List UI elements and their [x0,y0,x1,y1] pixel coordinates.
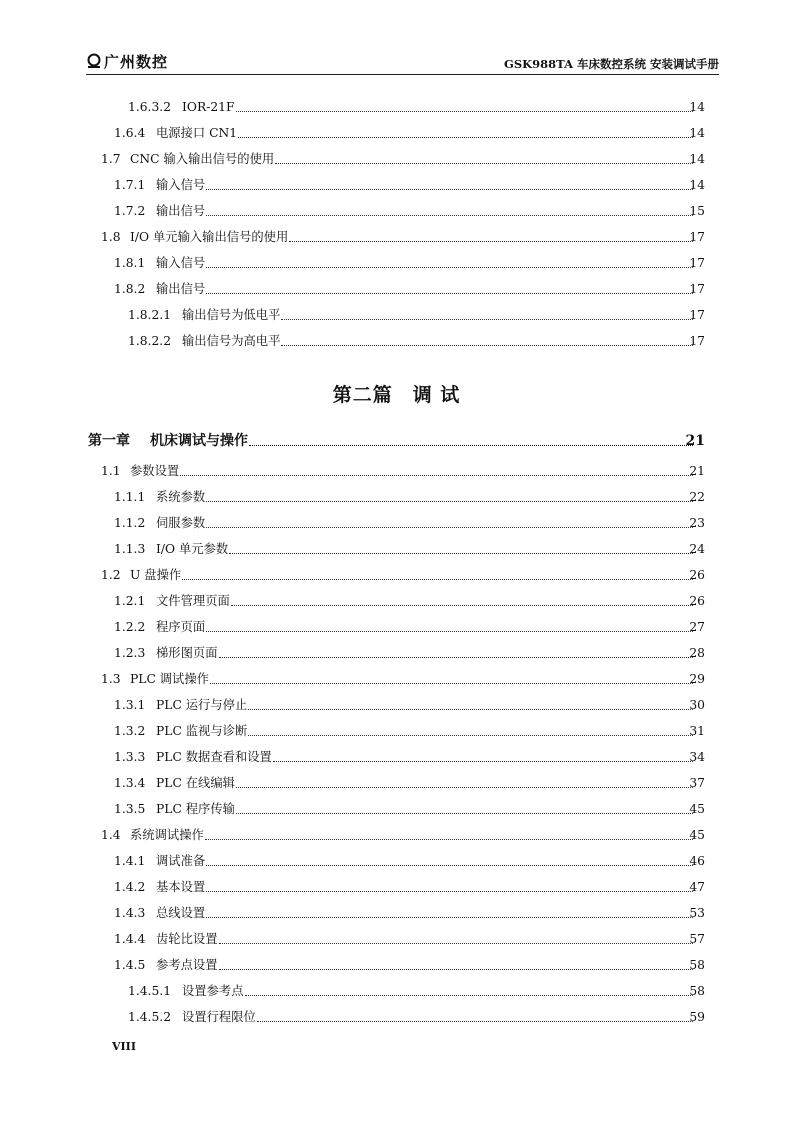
toc-entry-page: 58 [689,984,705,998]
toc-entry-title: 机床调试与操作 [150,433,248,449]
toc-entry-number: 1.4.5.1 [128,984,172,998]
toc-entry[interactable] [0,903,793,923]
toc-entry-number: 1.3.2 [114,724,146,738]
toc-entry-title: 输出信号为高电平 [182,334,281,348]
toc-leader-dots [236,799,693,819]
toc-entry-number: 1.1 [101,464,121,478]
toc-entry[interactable] [0,253,793,273]
toc-entry-number: 1.4.3 [114,906,146,920]
toc-entry-title: PLC 监视与诊断 [156,724,248,738]
toc-entry-title: 总线设置 [156,906,206,920]
toc-entry-number: 1.8.1 [114,256,146,270]
toc-entry-number: 1.1.3 [114,542,146,556]
toc-entry-title: IOR-21F [182,100,235,114]
toc-entry-number: 1.2.2 [114,620,146,634]
toc-leader-dots [257,1007,693,1027]
toc-entry-page: 26 [689,568,705,582]
toc-entry-page: 21 [689,464,705,478]
toc-entry-page: 45 [689,802,705,816]
toc-entry[interactable] [0,175,793,195]
toc-entry-page: 45 [689,828,705,842]
toc-entry-number: 1.6.3.2 [128,100,172,114]
toc-entry-number: 1.4.5.2 [128,1010,172,1024]
toc-entry-number: 1.6.4 [114,126,146,140]
toc-leader-dots [210,669,693,689]
toc-leader-dots [206,903,693,923]
toc-leader-dots [231,591,693,611]
toc-entry[interactable] [0,331,793,351]
toc-entry-page: 14 [689,126,705,140]
toc-entry-number: 1.7.1 [114,178,146,192]
toc-entry-page: 28 [689,646,705,660]
toc-entry[interactable] [0,487,793,507]
toc-entry-number: 1.3.1 [114,698,146,712]
toc-entry-page: 46 [689,854,705,868]
page-number: VIII [112,1040,136,1053]
toc-entry-page: 29 [689,672,705,686]
toc-entry-title: 齿轮比设置 [156,932,218,946]
toc-entry-title: 输出信号为低电平 [182,308,281,322]
toc-entry[interactable] [0,591,793,611]
toc-entry[interactable] [0,825,793,845]
toc-entry-title: 电源接口 CN1 [156,126,238,140]
toc-leader-dots [219,929,694,949]
toc-entry[interactable] [0,279,793,299]
toc-entry[interactable] [0,955,793,975]
toc-entry-title: 设置行程限位 [182,1010,256,1024]
toc-entry-title: PLC 调试操作 [130,672,209,686]
toc-entry-number: 1.3.3 [114,750,146,764]
toc-entry[interactable] [0,97,793,117]
toc-entry-title: 调试准备 [156,854,206,868]
toc-leader-dots [206,877,693,897]
toc-entry-page: 14 [689,152,705,166]
toc-entry-page: 57 [689,932,705,946]
toc-entry-title: PLC 在线编辑 [156,776,235,790]
toc-entry-title: 输入信号 [156,256,206,270]
toc-leader-dots [206,617,693,637]
toc-entry-number: 1.7.2 [114,204,146,218]
toc-entry[interactable] [0,1007,793,1027]
toc-entry-number: 1.8 [101,230,121,244]
toc-leader-dots [229,539,693,559]
toc-entry-title: 设置参考点 [182,984,244,998]
toc-entry-title: 输出信号 [156,204,206,218]
toc-leader-dots [289,227,693,247]
toc-entry[interactable] [0,305,793,325]
toc-entry[interactable] [0,617,793,637]
toc-entry-page: 14 [689,100,705,114]
manual-title: GSK988TA 车床数控系统 安装调试手册 [504,57,719,71]
toc-entry[interactable] [0,721,793,741]
toc-entry-title: 参数设置 [130,464,180,478]
toc-entry-page: 37 [689,776,705,790]
toc-entry-title: 系统调试操作 [130,828,204,842]
toc-entry[interactable] [0,877,793,897]
toc-entry-title: 基本设置 [156,880,206,894]
toc-entry-number: 1.2.3 [114,646,146,660]
toc-leader-dots [206,201,693,221]
toc-leader-dots [236,97,693,117]
toc-entry[interactable] [0,773,793,793]
toc-leader-dots [180,461,693,481]
toc-entry-title: 梯形图页面 [156,646,218,660]
toc-entry-title: I/O 单元参数 [156,542,229,556]
toc-entry-title: 参考点设置 [156,958,218,972]
toc-entry-page: 17 [689,334,705,348]
toc-entry-page: 27 [689,620,705,634]
toc-leader-dots [206,513,693,533]
toc-entry-page: 21 [685,433,705,449]
toc-entry-title: 伺服参数 [156,516,206,530]
toc-leader-dots [206,253,693,273]
toc-leader-dots [236,773,693,793]
toc-entry[interactable] [0,695,793,715]
toc-entry-number: 1.1.1 [114,490,146,504]
toc-entry-title: 输出信号 [156,282,206,296]
toc-entry-number: 1.4.2 [114,880,146,894]
toc-entry-page: 59 [689,1010,705,1024]
toc-entry-page: 58 [689,958,705,972]
toc-entry[interactable] [0,149,793,169]
toc-entry-page: 30 [689,698,705,712]
toc-entry[interactable] [0,929,793,949]
header-rule [86,74,719,75]
toc-entry-page: 31 [689,724,705,738]
toc-entry-number: 1.4.1 [114,854,146,868]
toc-entry[interactable] [0,643,793,663]
toc-entry-title: PLC 数据查看和设置 [156,750,272,764]
toc-entry-page: 26 [689,594,705,608]
toc-leader-dots [206,279,693,299]
toc-leader-dots [281,331,693,351]
toc-entry-title: 输入信号 [156,178,206,192]
toc-entry-number: 1.1.2 [114,516,146,530]
toc-entry-number: 1.2 [101,568,121,582]
toc-entry[interactable] [0,123,793,143]
gsk-logo [86,52,168,70]
logo-text: 广州数控 [104,52,169,71]
toc-entry-title: PLC 程序传输 [156,802,235,816]
toc-entry-page: 17 [689,256,705,270]
toc-entry[interactable] [0,799,793,819]
toc-leader-dots [219,643,694,663]
toc-entry-title: 系统参数 [156,490,206,504]
toc-entry-number: 1.4 [101,828,121,842]
toc-entry-title: U 盘操作 [130,568,182,582]
toc-leader-dots [273,747,693,767]
toc-leader-dots [206,487,693,507]
toc-leader-dots [206,175,693,195]
toc-entry[interactable] [0,201,793,221]
toc-entry-page: 15 [689,204,705,218]
toc-leader-dots [248,721,693,741]
toc-leader-dots [281,305,693,325]
toc-entry-page: 23 [689,516,705,530]
toc-entry-title: I/O 单元输入输出信号的使用 [130,230,289,244]
toc-entry-page: 17 [689,230,705,244]
toc-leader-dots [182,565,693,585]
toc-chapter-entry[interactable] [0,431,793,451]
toc-leader-dots [249,431,693,451]
toc-entry-page: 34 [689,750,705,764]
toc-entry-number: 1.4.5 [114,958,146,972]
toc-entry-page: 24 [689,542,705,556]
toc-entry-title: 文件管理页面 [156,594,230,608]
toc-leader-dots [219,955,694,975]
toc-entry-page: 22 [689,490,705,504]
toc-entry[interactable] [0,513,793,533]
toc-entry-title: PLC 运行与停止 [156,698,248,712]
toc-entry[interactable] [0,565,793,585]
toc-entry-number: 1.8.2.1 [128,308,172,322]
toc-leader-dots [245,981,694,1001]
toc-entry-number: 1.8.2 [114,282,146,296]
toc-entry-page: 17 [689,282,705,296]
toc-entry-page: 53 [689,906,705,920]
toc-entry-number: 1.3.4 [114,776,146,790]
gsk-emblem-icon [86,53,102,69]
page-header [86,50,719,72]
toc-leader-dots [238,123,693,143]
toc-leader-dots [248,695,693,715]
toc-entry[interactable] [0,747,793,767]
toc-entry[interactable] [0,981,793,1001]
toc-entry-page: 14 [689,178,705,192]
toc-entry-number: 1.3.5 [114,802,146,816]
toc-entry-page: 17 [689,308,705,322]
toc-leader-dots [205,825,693,845]
toc-entry-number: 1.2.1 [114,594,146,608]
toc-entry-number: 1.8.2.2 [128,334,172,348]
part-title: 第二篇 调 试 [332,384,461,406]
toc-entry[interactable] [0,227,793,247]
toc-entry[interactable] [0,461,793,481]
toc-entry-number: 1.3 [101,672,121,686]
toc-entry[interactable] [0,539,793,559]
toc-leader-dots [275,149,693,169]
toc-leader-dots [206,851,693,871]
toc-entry[interactable] [0,851,793,871]
toc-entry-page: 47 [689,880,705,894]
toc-entry-title: 程序页面 [156,620,206,634]
toc-entry[interactable] [0,669,793,689]
toc-entry-number: 1.7 [101,152,121,166]
toc-entry-number: 第一章 [88,433,130,449]
toc-entry-number: 1.4.4 [114,932,146,946]
toc-entry-title: CNC 输入输出信号的使用 [130,152,275,166]
